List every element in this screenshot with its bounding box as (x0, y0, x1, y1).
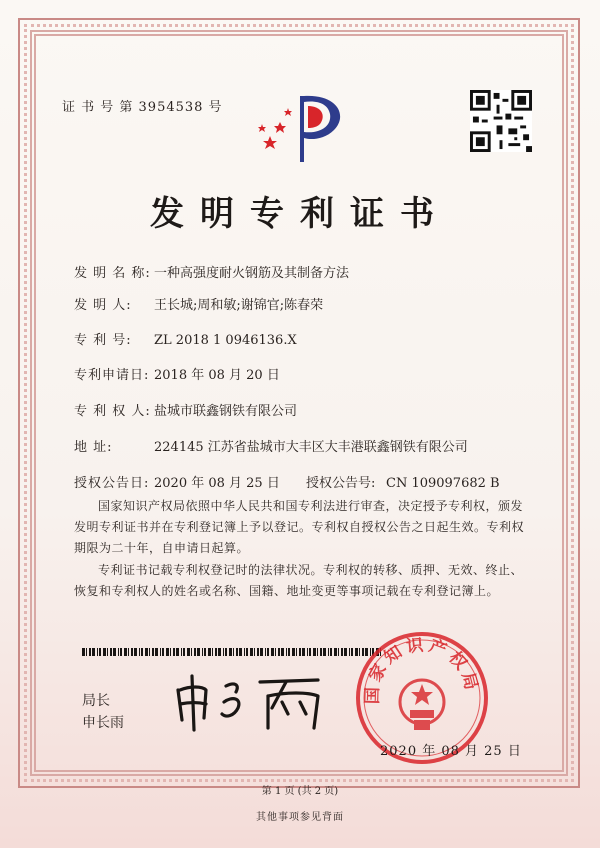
field-label: 发 明 名 称: (74, 266, 151, 281)
field-invention-name (74, 262, 349, 281)
barcode-bar (338, 648, 339, 656)
page-indicator: 第 1 页 (共 2 页) (261, 786, 339, 797)
field-label: 发 明 人: (74, 298, 132, 313)
barcode-bar (246, 648, 248, 656)
field-grant-number (306, 472, 500, 491)
barcode-bar (194, 648, 196, 656)
barcode-bar (103, 648, 106, 656)
barcode-bar (118, 648, 119, 656)
barcode-bar (170, 648, 171, 656)
field-value: 王长城;周和敏;谢锦官;陈春荣 (154, 298, 324, 313)
barcode-bar (330, 648, 332, 656)
barcode-bar (212, 648, 213, 656)
barcode-bar (162, 648, 164, 656)
barcode-bar (152, 648, 154, 656)
signatory-role: 局长 (82, 693, 110, 709)
barcode-bar (302, 648, 305, 656)
barcode-bar (254, 648, 255, 656)
seal-text: 国家知识产权局 (362, 635, 482, 705)
field-grant-date (74, 472, 500, 491)
barcode-bar (288, 648, 290, 656)
barcode-bar (236, 648, 238, 656)
barcode-bar (145, 648, 148, 656)
field-value: 2020 年 08 月 25 日 (154, 476, 280, 491)
barcode-bar (202, 648, 203, 656)
field-label: 授权公告号: (306, 476, 376, 491)
barcode-bar (267, 648, 269, 656)
barcode-bar (296, 648, 297, 656)
barcode-bar (86, 648, 87, 656)
field-label: 授权公告日: (74, 476, 150, 491)
field-patent-owner (74, 400, 297, 419)
certificate-number: 证 书 号 第 3954538 号 (62, 100, 223, 115)
signatory-name: 申长雨 (82, 715, 124, 731)
barcode-bar (131, 648, 133, 656)
barcode-bar (278, 648, 280, 656)
barcode-bar (92, 648, 95, 656)
barcode-bar (128, 648, 129, 656)
barcode-bar (99, 648, 101, 656)
barcode-bar (334, 648, 337, 656)
barcode-bar (155, 648, 158, 656)
barcode-bar (124, 648, 127, 656)
barcode-bar (299, 648, 301, 656)
barcode-bar (265, 648, 266, 656)
barcode-bar (197, 648, 200, 656)
barcode-bar (233, 648, 234, 656)
barcode-bar (323, 648, 326, 656)
field-value: 盐城市联鑫钢铁有限公司 (154, 404, 298, 419)
barcode-strip (82, 648, 382, 656)
issue-date: 2020 年 08 月 25 日 (380, 744, 522, 759)
barcode-bar (176, 648, 179, 656)
field-label: 地 址: (74, 440, 113, 455)
barcode-bar (120, 648, 122, 656)
barcode-bar (320, 648, 322, 656)
barcode-bar (271, 648, 274, 656)
barcode-bar (257, 648, 259, 656)
barcode-bar (244, 648, 245, 656)
field-patent-number (74, 329, 297, 348)
barcode-bar (225, 648, 227, 656)
field-value: 一种高强度耐火钢筋及其制备方法 (154, 266, 350, 281)
field-value: ZL 2018 1 0946136.X (154, 333, 297, 348)
field-label: 专 利 权 人: (74, 404, 151, 419)
barcode-bar (134, 648, 137, 656)
qr-code-icon (470, 90, 532, 152)
barcode-bar (309, 648, 311, 656)
barcode-bar (281, 648, 284, 656)
barcode-bar (110, 648, 112, 656)
barcode-bar (166, 648, 169, 656)
barcode-bar (139, 648, 140, 656)
barcode-bar (317, 648, 318, 656)
patent-office-logo (248, 86, 358, 166)
barcode-bar (286, 648, 287, 656)
barcode-bar (107, 648, 108, 656)
field-value: CN 109097682 B (386, 476, 500, 491)
barcode-bar (204, 648, 206, 656)
barcode-bar (97, 648, 98, 656)
barcode-bar (250, 648, 253, 656)
footer-note: 其他事项参见背面 (256, 812, 344, 823)
barcode-bar (223, 648, 224, 656)
field-label: 专 利 号: (74, 333, 132, 348)
barcode-bar (141, 648, 143, 656)
barcode-bar (215, 648, 217, 656)
barcode-bar (218, 648, 221, 656)
field-address (74, 436, 468, 455)
barcode-bar (113, 648, 116, 656)
barcode-bar (160, 648, 161, 656)
statement-paragraph: 专利证书记载专利权登记时的法律状况。专利权的转移、质押、无效、终止、恢复和专利权人的姓名或名称、国籍、地址变更等事项记载在专利登记簿上。 (74, 563, 524, 598)
barcode-bar (229, 648, 232, 656)
barcode-bar (82, 648, 85, 656)
barcode-bar (292, 648, 295, 656)
field-value: 2018 年 08 月 20 日 (154, 368, 280, 383)
handwritten-signature (168, 668, 338, 734)
barcode-bar (183, 648, 185, 656)
barcode-bar (89, 648, 91, 656)
barcode-bar (344, 648, 347, 656)
barcode-bar (181, 648, 182, 656)
barcode-bar (149, 648, 150, 656)
barcode-bar (349, 648, 350, 656)
statement-paragraph: 国家知识产权局依照中华人民共和国专利法进行审查，决定授予专利权，颁发发明专利证书并在专利登记簿上予以登记。专利权自授权公告之日起生效。专利权期限为二十年，自申请日起算。 (74, 499, 525, 555)
barcode-bar (307, 648, 308, 656)
certificate-title: 发明专利证书 (150, 194, 450, 234)
barcode-bar (275, 648, 276, 656)
barcode-bar (208, 648, 211, 656)
field-label: 专利申请日: (74, 368, 150, 383)
field-value: 224145 江苏省盐城市大丰区大丰港联鑫钢铁有限公司 (154, 440, 468, 455)
barcode-bar (313, 648, 316, 656)
barcode-bar (341, 648, 343, 656)
barcode-bar (328, 648, 329, 656)
field-inventor (74, 294, 323, 313)
field-filing-date (74, 364, 280, 383)
barcode-bar (239, 648, 242, 656)
barcode-bar (191, 648, 192, 656)
barcode-bar (260, 648, 263, 656)
barcode-bar (187, 648, 190, 656)
barcode-bar (173, 648, 175, 656)
